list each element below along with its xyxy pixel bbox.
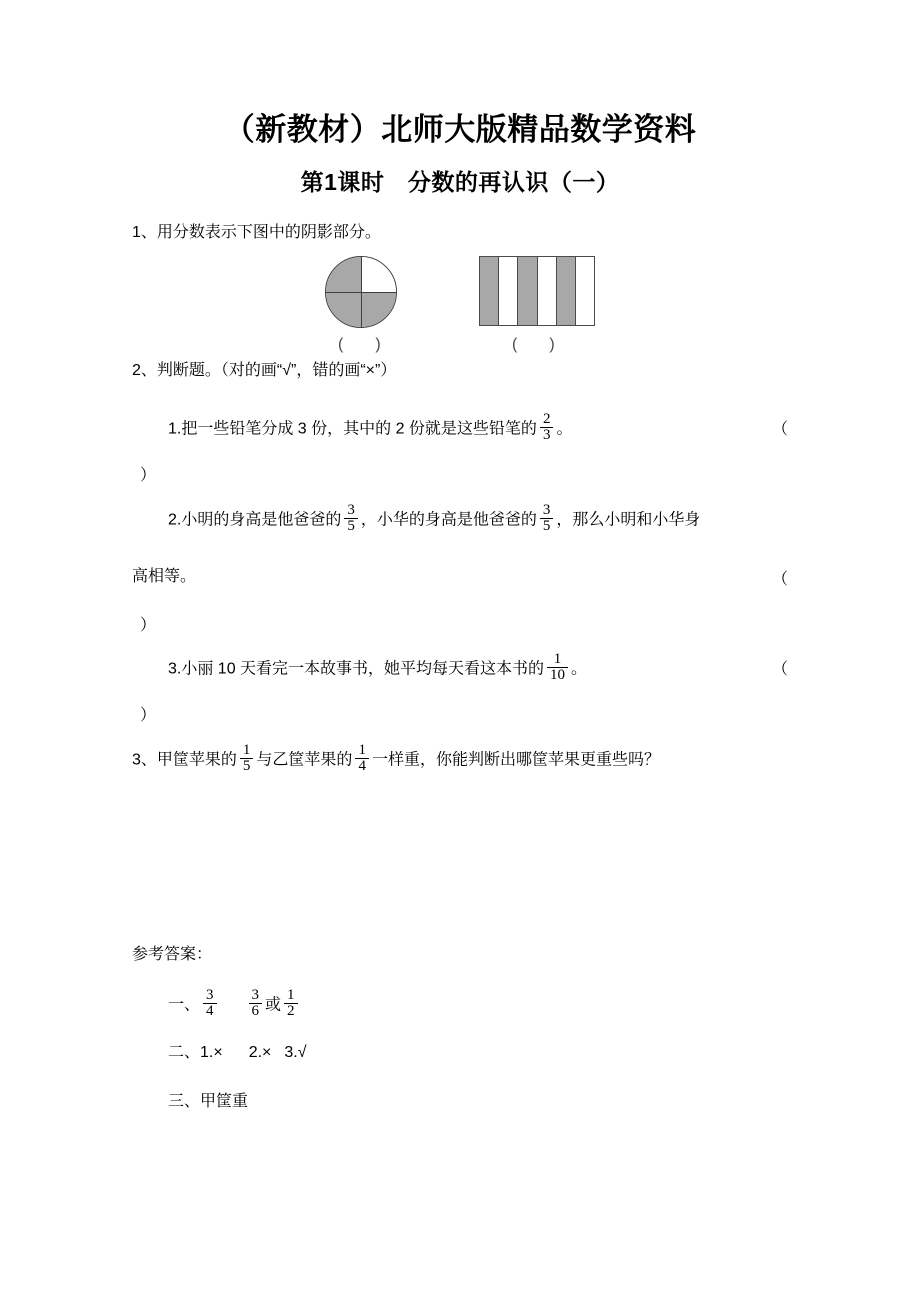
tf-item-3-text: 小丽 10 天看完一本故事书，她平均每天看这本书的: [181, 660, 545, 678]
tf-item-1-text: 把一些铅笔分成 3 份，其中的 2 份就是这些铅笔的: [181, 420, 537, 438]
answer-line-3-marker: 三、: [168, 1093, 201, 1110]
answer-line-1-marker: 一、: [168, 996, 201, 1014]
fraction-numerator: 3: [206, 987, 214, 1003]
question-3-text-middle: 与乙筐苹果的: [256, 751, 353, 769]
tf-item-3: [168, 651, 588, 686]
striped-rectangle-figure: [479, 256, 595, 326]
fraction-denominator: 6: [249, 1003, 263, 1019]
fraction-numerator: 2: [542, 411, 551, 427]
tf-item-2-text-middle: ，小华的身高是他爸爸的: [360, 511, 537, 529]
question-3-text: 甲筐苹果的: [156, 751, 237, 769]
fraction-denominator: 4: [203, 1003, 217, 1019]
fraction-numerator: 1: [242, 742, 251, 758]
rectangle-strip-5: [557, 257, 576, 325]
fraction-denominator: 2: [284, 1003, 298, 1019]
quartered-circle-figure: [325, 256, 397, 328]
answer-key-heading: 参考答案：: [132, 946, 213, 963]
tf-item-3-bracket-open[interactable]: （: [772, 661, 789, 678]
fraction-numerator: 3: [542, 502, 551, 518]
tf-item-2-wrap-line: 高相等。: [132, 568, 197, 585]
answer-1-fraction-3: [284, 988, 298, 1020]
tf-item-1-fraction: [540, 412, 554, 444]
circle-quadrant-bottom-right: [361, 292, 396, 327]
answer-2-item-1: 1.×: [200, 1044, 223, 1061]
answer-2-item-2: 2.×: [248, 1044, 272, 1061]
tf-item-1-bracket-open[interactable]: （: [772, 421, 789, 438]
fraction-numerator: 1: [358, 742, 366, 758]
rectangle-strip-4: [538, 257, 557, 325]
fraction-numerator: 3: [347, 502, 355, 518]
circle-disc: [325, 256, 397, 328]
fraction-denominator: 5: [240, 758, 254, 774]
tf-item-2-bracket-open[interactable]: （: [772, 571, 789, 588]
tf-item-3-text-after: 。: [571, 660, 588, 678]
lesson-subtitle: 第1课时 分数的再认识（一）: [300, 169, 620, 195]
fraction-numerator: 3: [251, 987, 260, 1003]
fraction-numerator: 1: [553, 651, 562, 667]
question-3-fraction-2: [355, 743, 369, 775]
tf-item-3-bracket-close[interactable]: ）: [140, 707, 157, 724]
tf-item-1: [168, 411, 573, 446]
question-1: [132, 222, 381, 244]
tf-item-2-text-after: ，那么小明和小华身: [556, 511, 701, 529]
rectangle-answer-blank[interactable]: ( ): [512, 336, 555, 353]
question-2: [132, 360, 396, 382]
tf-item-1-text-after: 。: [556, 420, 573, 438]
fraction-denominator: 4: [355, 758, 369, 774]
question-3: [132, 742, 660, 777]
circle-horizontal-divider: [325, 292, 397, 293]
rectangle-strip-6: [576, 257, 594, 325]
circle-quadrant-bottom-left: [326, 292, 361, 327]
tf-item-2: [168, 502, 701, 537]
circle-quadrant-top-left: [326, 257, 361, 292]
question-3-text-after: 一样重，你能判断出哪筐苹果更重些吗？: [371, 751, 660, 769]
document-title: （新教材）北师大版精品数学资料: [223, 112, 697, 147]
question-1-number: 1、: [132, 224, 157, 241]
answer-1-conjunction: 或: [265, 996, 282, 1014]
rectangle-strip-1: [480, 257, 499, 325]
answer-3-text: 甲筐重: [200, 1093, 249, 1110]
tf-item-1-label: 1.: [168, 420, 182, 438]
tf-item-2-text: 小明的身高是他爸爸的: [181, 511, 342, 529]
answer-line-3: [168, 1091, 248, 1113]
question-3-fraction-1: [240, 743, 254, 775]
rectangle-strip-2: [499, 257, 518, 325]
fraction-denominator: 10: [547, 667, 568, 683]
answer-2-item-3: 3.√: [284, 1044, 307, 1061]
fraction-denominator: 5: [344, 518, 358, 534]
question-2-prompt: 判断题。（对的画“√”，错的画“×”）: [156, 362, 397, 379]
tf-item-2-bracket-close[interactable]: ）: [140, 617, 157, 634]
tf-item-2-fraction-1: [344, 503, 358, 535]
question-2-number: 2、: [132, 362, 157, 379]
rectangle-strip-3: [518, 257, 537, 325]
tf-item-2-label: 2.: [168, 511, 182, 529]
tf-item-3-label: 3.: [168, 660, 182, 678]
answer-1-fraction-1: [203, 988, 217, 1020]
question-1-prompt: 用分数表示下图中的阴影部分。: [156, 224, 381, 241]
tf-item-2-fraction-2: [540, 503, 554, 535]
answer-line-2-marker: 二、: [168, 1044, 201, 1061]
tf-item-1-bracket-close[interactable]: ）: [140, 467, 157, 484]
answer-line-2: [168, 1042, 307, 1064]
fraction-denominator: 5: [540, 518, 554, 534]
tf-item-3-fraction: [547, 652, 568, 684]
circle-quadrant-top-right: [361, 257, 396, 292]
answer-1-fraction-2: [249, 988, 263, 1020]
fraction-denominator: 3: [540, 427, 554, 443]
answer-line-1: [168, 987, 301, 1022]
circle-answer-blank[interactable]: ( ): [338, 336, 381, 353]
question-3-number: 3、: [132, 751, 157, 769]
fraction-numerator: 1: [287, 987, 295, 1003]
